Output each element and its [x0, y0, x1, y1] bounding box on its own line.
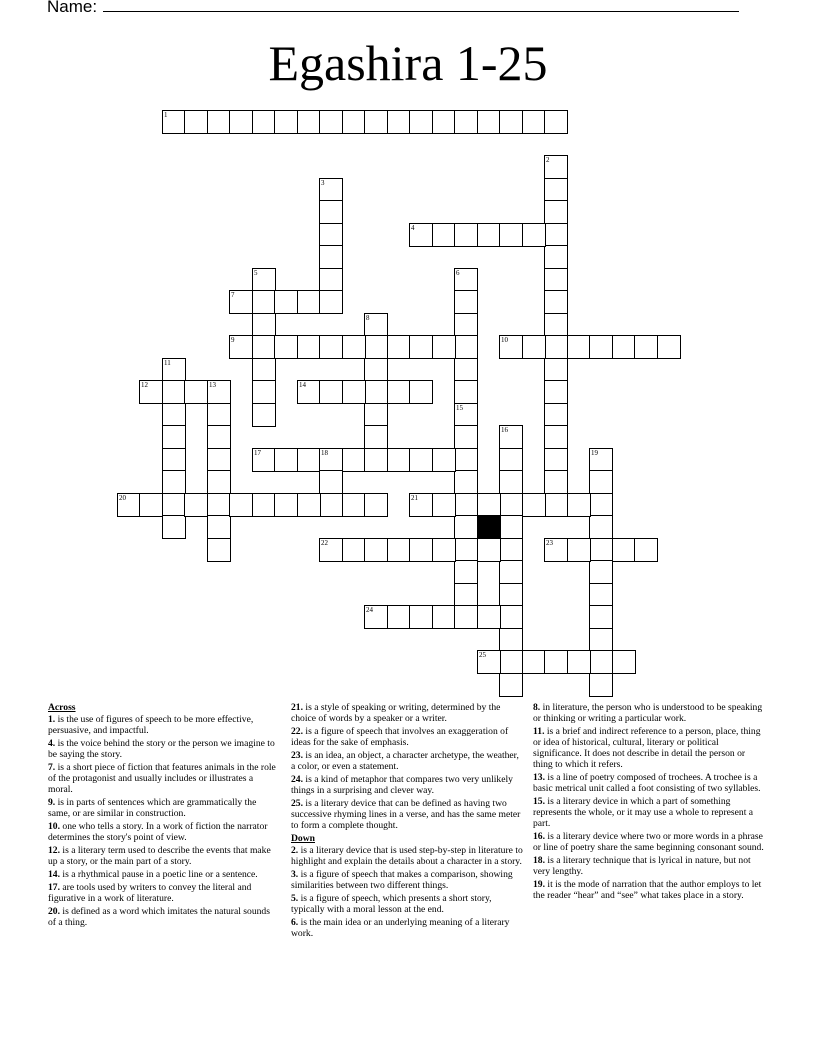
grid-cell[interactable] [387, 448, 411, 472]
grid-cell[interactable] [184, 110, 208, 134]
grid-cell[interactable] [544, 223, 568, 247]
grid-cell[interactable] [544, 335, 568, 359]
grid-cell[interactable] [162, 515, 186, 539]
grid-cell[interactable] [297, 448, 321, 472]
grid-cell[interactable] [499, 628, 523, 652]
grid-cell[interactable] [432, 448, 456, 472]
clue-number: 10 [501, 336, 508, 344]
clue-number: 8 [366, 314, 370, 322]
grid-cell[interactable] [319, 448, 343, 472]
grid-cell[interactable] [589, 470, 613, 494]
grid-cell[interactable] [499, 515, 523, 539]
grid-cell[interactable] [252, 380, 276, 404]
grid-cell[interactable] [207, 425, 231, 449]
down-heading: Down [291, 833, 315, 844]
grid-cell[interactable] [477, 110, 501, 134]
grid-cell[interactable] [319, 380, 343, 404]
grid-cell[interactable] [454, 358, 478, 382]
grid-cell[interactable] [162, 493, 186, 517]
clue-down-19: 19. it is the mode of narration that the author employs to let the reader “hear” and “see” what takes place in a story. [533, 879, 762, 901]
clue-number: 6 [456, 269, 460, 277]
clues-column-1 [48, 702, 280, 930]
grid-cell[interactable] [589, 605, 613, 629]
grid-cell[interactable] [274, 493, 298, 517]
grid-cell[interactable] [364, 605, 388, 629]
grid-cell[interactable] [544, 470, 568, 494]
grid-cell[interactable] [387, 605, 411, 629]
grid-cell[interactable] [454, 268, 478, 292]
grid-cell[interactable] [544, 110, 568, 134]
clue-down-15: 15. is a literary device in which a part of something represents the whole, or it may use a whole to represent a part. [533, 796, 754, 829]
grid-cell[interactable] [229, 290, 253, 314]
grid-cell[interactable] [657, 335, 681, 359]
grid-cell[interactable] [522, 223, 546, 247]
grid-cell[interactable] [229, 335, 253, 359]
grid-cell[interactable] [319, 493, 343, 517]
grid-cell[interactable] [162, 380, 186, 404]
grid-cell[interactable] [409, 605, 433, 629]
grid-cell[interactable] [162, 425, 186, 449]
grid-cell[interactable] [319, 290, 343, 314]
grid-cell[interactable] [589, 673, 613, 697]
grid-cell[interactable] [454, 493, 478, 517]
grid-cell[interactable] [409, 538, 433, 562]
grid-cell[interactable] [364, 403, 388, 427]
grid-cell[interactable] [454, 425, 478, 449]
grid-cell[interactable] [364, 493, 388, 517]
grid-cell[interactable] [297, 290, 321, 314]
grid-cell[interactable] [252, 448, 276, 472]
grid-cell[interactable] [297, 335, 321, 359]
grid-cell[interactable] [364, 380, 388, 404]
grid-cell[interactable] [454, 470, 478, 494]
grid-cell[interactable] [297, 493, 321, 517]
clue-across-17: 17. are tools used by writers to convey the literal and figurative in a work of literature. [48, 882, 252, 904]
clues-column-2 [291, 702, 523, 941]
grid-cell[interactable] [274, 448, 298, 472]
grid-cell[interactable] [409, 380, 433, 404]
clue-number: 16 [501, 426, 508, 434]
clue-number: 18 [321, 449, 328, 457]
clue-across-1: 1. is the use of figures of speech to be more effective, persuasive, and impactful. [48, 714, 254, 736]
grid-cell[interactable] [207, 470, 231, 494]
grid-cell[interactable] [522, 110, 546, 134]
grid-cell[interactable] [589, 493, 613, 517]
grid-cell[interactable] [477, 538, 501, 562]
grid-cell[interactable] [454, 560, 478, 584]
grid-cell[interactable] [319, 335, 343, 359]
grid-cell[interactable] [319, 223, 343, 247]
grid-cell[interactable] [342, 110, 366, 134]
clue-number: 20 [119, 494, 126, 502]
grid-cell[interactable] [477, 605, 501, 629]
grid-cell[interactable] [139, 493, 163, 517]
grid-cell[interactable] [477, 650, 501, 674]
grid-cell[interactable] [364, 110, 388, 134]
grid-cell[interactable] [454, 290, 478, 314]
grid-cell[interactable] [184, 493, 208, 517]
grid-cell[interactable] [364, 313, 388, 337]
clue-number: 22 [321, 539, 328, 547]
clue-across-9: 9. is in parts of sentences which are grammatically the same, or are similar in construction. [48, 797, 257, 819]
grid-cell[interactable] [589, 650, 613, 674]
grid-cell[interactable] [319, 538, 343, 562]
grid-cell[interactable] [499, 493, 523, 517]
clue-number: 17 [254, 449, 261, 457]
clue-number: 2 [546, 156, 550, 164]
clue-number: 19 [591, 449, 598, 457]
clue-down-2: 2. is a literary device that is used step-by-step in literature to highlight and explain the details about a character in a story. [291, 845, 523, 867]
clue-down-8: 8. in literature, the person who is understood to be speaking or thinking or writing a particular work. [533, 702, 763, 724]
page-title: Egashira 1-25 [268, 35, 548, 91]
grid-cell[interactable] [589, 538, 613, 562]
grid-cell[interactable] [544, 358, 568, 382]
grid-cell[interactable] [544, 155, 568, 179]
grid-cell[interactable] [207, 403, 231, 427]
grid-cell[interactable] [117, 493, 141, 517]
grid-cell[interactable] [229, 110, 253, 134]
black-cell [477, 515, 501, 539]
grid-cell[interactable] [229, 493, 253, 517]
grid-cell[interactable] [612, 335, 636, 359]
clue-number: 14 [299, 381, 306, 389]
grid-cell[interactable] [409, 110, 433, 134]
grid-cell[interactable] [387, 380, 411, 404]
clue-across-20: 20. is defined as a word which imitates the natural sounds of a thing. [48, 906, 270, 928]
grid-cell[interactable] [297, 380, 321, 404]
clue-number: 15 [456, 404, 463, 412]
grid-cell[interactable] [162, 403, 186, 427]
grid-cell[interactable] [432, 223, 456, 247]
grid-cell[interactable] [499, 448, 523, 472]
grid-cell[interactable] [252, 335, 276, 359]
grid-cell[interactable] [499, 650, 523, 674]
grid-cell[interactable] [454, 110, 478, 134]
grid-cell[interactable] [297, 110, 321, 134]
grid-cell[interactable] [522, 335, 546, 359]
grid-cell[interactable] [184, 380, 208, 404]
across-heading: Across [48, 702, 76, 713]
grid-cell[interactable] [252, 493, 276, 517]
grid-cell[interactable] [589, 448, 613, 472]
grid-cell[interactable] [634, 538, 658, 562]
clue-down-6: 6. is the main idea or an underlying meaning of a literary work. [291, 917, 510, 939]
grid-cell[interactable] [454, 223, 478, 247]
grid-cell[interactable] [207, 380, 231, 404]
grid-cell[interactable] [499, 673, 523, 697]
grid-cell[interactable] [409, 223, 433, 247]
grid-cell[interactable] [207, 448, 231, 472]
grid-cell[interactable] [252, 268, 276, 292]
grid-cell[interactable] [432, 493, 456, 517]
grid-cell[interactable] [544, 290, 568, 314]
grid-cell[interactable] [162, 470, 186, 494]
clue-down-3: 3. is a figure of speech that makes a comparison, showing similarities between two different things. [291, 869, 513, 891]
grid-cell[interactable] [634, 335, 658, 359]
grid-cell[interactable] [207, 538, 231, 562]
grid-cell[interactable] [454, 335, 478, 359]
clue-number: 3 [321, 179, 325, 187]
grid-cell[interactable] [499, 223, 523, 247]
grid-cell[interactable] [477, 493, 501, 517]
grid-cell[interactable] [432, 335, 456, 359]
grid-cell[interactable] [544, 538, 568, 562]
grid-cell[interactable] [364, 538, 388, 562]
grid-cell[interactable] [589, 560, 613, 584]
clue-across-4: 4. is the voice behind the story or the person we imagine to be saying the story. [48, 738, 275, 760]
clue-across-25: 25. is a literary device that can be defined as having two successive rhyming lines in a verse, and has the same meter to form a complete thought. [291, 798, 521, 831]
grid-cell[interactable] [139, 380, 163, 404]
grid-cell[interactable] [342, 380, 366, 404]
grid-cell[interactable] [589, 583, 613, 607]
grid-cell[interactable] [544, 380, 568, 404]
grid-cell[interactable] [454, 380, 478, 404]
grid-cell[interactable] [499, 560, 523, 584]
grid-cell[interactable] [454, 583, 478, 607]
grid-cell[interactable] [454, 448, 478, 472]
grid-cell[interactable] [567, 538, 591, 562]
clue-number: 9 [231, 336, 235, 344]
grid-cell[interactable] [567, 335, 591, 359]
clue-number: 23 [546, 539, 553, 547]
clue-across-7: 7. is a short piece of fiction that features animals in the role of the protagonist and usually includes or illustrates a moral. [48, 762, 276, 795]
grid-cell[interactable] [319, 268, 343, 292]
grid-cell[interactable] [544, 403, 568, 427]
grid-cell[interactable] [544, 313, 568, 337]
grid-cell[interactable] [364, 358, 388, 382]
grid-cell[interactable] [544, 178, 568, 202]
grid-cell[interactable] [454, 313, 478, 337]
grid-cell[interactable] [589, 628, 613, 652]
clue-down-13: 13. is a line of poetry composed of trochees. A trochee is a basic metrical unit called a foot consisting of two syllables. [533, 772, 761, 794]
clue-down-5: 5. is a figure of speech, which presents a short story, typically with a moral lesson at the end. [291, 893, 492, 915]
grid-cell[interactable] [567, 650, 591, 674]
grid-cell[interactable] [274, 290, 298, 314]
grid-cell[interactable] [544, 493, 568, 517]
clue-across-24: 24. is a kind of metaphor that compares two very unlikely things in a surprising and clever way. [291, 774, 513, 796]
clue-number: 24 [366, 606, 373, 614]
grid-cell[interactable] [544, 448, 568, 472]
clue-across-12: 12. is a literary term used to describe the events that make up a story, or the main part of a story. [48, 845, 271, 867]
clue-number: 11 [164, 359, 171, 367]
grid-cell[interactable] [364, 425, 388, 449]
grid-cell[interactable] [499, 425, 523, 449]
name-label: Name: [47, 0, 98, 16]
clue-down-18: 18. is a literary technique that is lyrical in nature, but not very lengthy. [533, 855, 751, 877]
grid-cell[interactable] [544, 425, 568, 449]
grid-cell[interactable] [544, 650, 568, 674]
grid-cell[interactable] [364, 335, 388, 359]
grid-cell[interactable] [612, 538, 636, 562]
grid-cell[interactable] [364, 448, 388, 472]
grid-cell[interactable] [319, 178, 343, 202]
grid-cell[interactable] [207, 110, 231, 134]
grid-cell[interactable] [319, 200, 343, 224]
clue-down-11: 11. is a brief and indirect reference to a person, place, thing or idea of historical, cultural, literary or political significance. It does not describe in detail the person or thing to which it refers. [533, 726, 761, 770]
grid-cell[interactable] [387, 335, 411, 359]
grid-cell[interactable] [544, 268, 568, 292]
grid-cell[interactable] [319, 110, 343, 134]
grid-cell[interactable] [612, 650, 636, 674]
grid-cell[interactable] [252, 110, 276, 134]
grid-cell[interactable] [387, 110, 411, 134]
clue-across-22: 22. is a figure of speech that involves an exaggeration of ideas for the sake of emphasis. [291, 726, 509, 748]
grid-cell[interactable] [522, 650, 546, 674]
clue-across-10: 10. one who tells a story. In a work of fiction the narrator determines the story's point of view. [48, 821, 268, 843]
clue-number: 1 [164, 111, 168, 119]
clue-number: 4 [411, 224, 415, 232]
grid-cell[interactable] [274, 110, 298, 134]
grid-cell[interactable] [522, 493, 546, 517]
grid-cell[interactable] [454, 515, 478, 539]
grid-cell[interactable] [409, 335, 433, 359]
clue-number: 21 [411, 494, 418, 502]
grid-cell[interactable] [499, 538, 523, 562]
grid-cell[interactable] [454, 403, 478, 427]
grid-cell[interactable] [432, 605, 456, 629]
grid-cell[interactable] [567, 493, 591, 517]
grid-cell[interactable] [252, 290, 276, 314]
grid-cell[interactable] [544, 200, 568, 224]
grid-cell[interactable] [499, 470, 523, 494]
grid-cell[interactable] [409, 493, 433, 517]
grid-cell[interactable] [432, 538, 456, 562]
grid-cell[interactable] [274, 335, 298, 359]
grid-cell[interactable] [454, 605, 478, 629]
clue-across-21: 21. is a style of speaking or writing, determined by the choice of words by a speaker or a writer. [291, 702, 501, 724]
clue-number: 13 [209, 381, 216, 389]
grid-cell[interactable] [207, 515, 231, 539]
grid-cell[interactable] [342, 493, 366, 517]
grid-cell[interactable] [252, 403, 276, 427]
clue-down-16: 16. is a literary device where two or more words in a phrase or line of poetry share the same beginning consonant sound. [533, 831, 764, 853]
grid-cell[interactable] [499, 110, 523, 134]
grid-cell[interactable] [252, 313, 276, 337]
grid-cell[interactable] [162, 448, 186, 472]
grid-cell[interactable] [387, 538, 411, 562]
grid-cell[interactable] [409, 448, 433, 472]
grid-cell[interactable] [499, 335, 523, 359]
clues-column-3 [533, 702, 767, 903]
grid-cell[interactable] [342, 448, 366, 472]
grid-cell[interactable] [342, 538, 366, 562]
grid-cell[interactable] [544, 245, 568, 269]
grid-cell[interactable] [319, 470, 343, 494]
grid-cell[interactable] [252, 358, 276, 382]
grid-cell[interactable] [319, 245, 343, 269]
grid-cell[interactable] [207, 493, 231, 517]
grid-cell[interactable] [162, 358, 186, 382]
grid-cell[interactable] [432, 110, 456, 134]
grid-cell[interactable] [342, 335, 366, 359]
clue-number: 12 [141, 381, 148, 389]
grid-cell[interactable] [499, 583, 523, 607]
clue-across-14: 14. is a rhythmical pause in a poetic line or a sentence. [48, 869, 258, 880]
grid-cell[interactable] [477, 223, 501, 247]
clue-number: 7 [231, 291, 235, 299]
grid-cell[interactable] [162, 110, 186, 134]
grid-cell[interactable] [454, 538, 478, 562]
clue-number: 5 [254, 269, 258, 277]
grid-cell[interactable] [499, 605, 523, 629]
clue-number: 25 [479, 651, 486, 659]
clue-across-23: 23. is an idea, an object, a character archetype, the weather, a color, or even a statement. [291, 750, 519, 772]
grid-cell[interactable] [589, 515, 613, 539]
grid-cell[interactable] [589, 335, 613, 359]
